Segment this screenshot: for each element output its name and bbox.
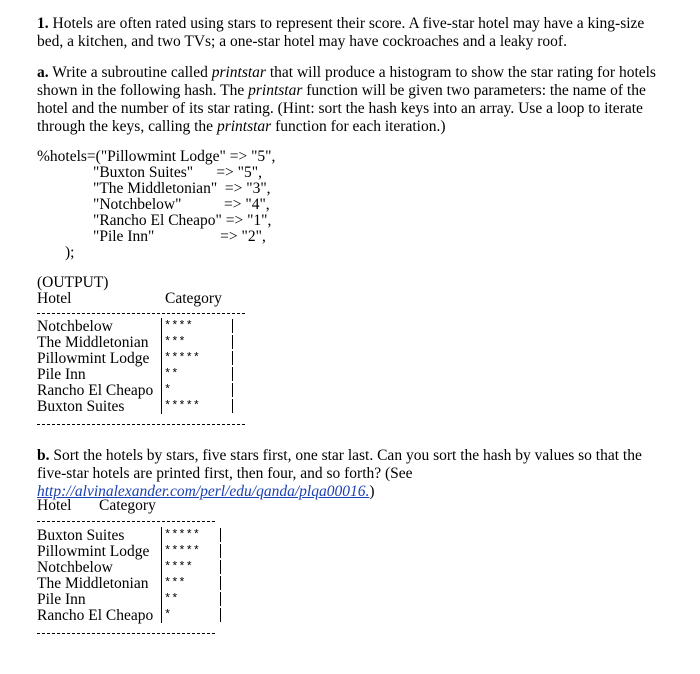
part-a [37,64,662,136]
table-row [37,398,247,414]
table-row [37,607,227,623]
reference-link[interactable]: http://alvinalexander.com/perl/edu/qanda/plqa00016. [37,483,370,500]
code-line: "Notchbelow" => "4", [93,196,270,213]
code-close: ); [65,244,75,261]
sorted-histogram-table [37,527,227,627]
column-header-hotel: Hotel [37,290,72,307]
question-1 [37,15,662,51]
star-rating: ***** [161,398,200,414]
star-rating: ** [161,366,178,382]
column-header-category: Category [99,497,156,514]
row-end-bar [232,319,233,333]
question-number: 1. [37,15,49,32]
code-line: "Rancho El Cheapo" => "1", [93,212,272,229]
row-end-bar [220,576,221,590]
part-b-text: Sort the hotels by stars, five stars first, one star last. Can you sort the hash by values so that the five-star hotels are printed first, then four, and so forth? (See [37,447,642,482]
hotel-name: Buxton Suites [37,398,125,415]
function-name: printstar [211,64,266,81]
star-rating: ***** [161,543,200,559]
row-end-bar [220,544,221,558]
output-label: (OUTPUT) [37,274,109,291]
column-header-category: Category [165,290,222,307]
hotel-name: The Middletonian [37,575,149,592]
function-name: printstar [216,118,272,135]
star-rating: *** [161,575,186,591]
row-end-bar [220,528,221,542]
row-end-bar [220,608,221,622]
star-rating: ***** [161,527,200,543]
star-rating: **** [161,559,193,575]
table-row [37,350,247,366]
hotel-name: Pile Inn [37,366,86,383]
code-line: "The Middletonian" => "3", [93,180,271,197]
code-line: "Pile Inn" => "2", [93,228,266,245]
part-a-label: a. [37,64,49,81]
divider-line [37,633,215,634]
star-rating: * [161,382,171,398]
table-row [37,334,247,350]
star-rating: ***** [161,350,200,366]
star-rating: **** [161,318,193,334]
table-row [37,318,247,334]
question-text: Hotels are often rated using stars to represent their score. A five-star hotel may have a king-size bed, a kitchen, and two TVs; a one-star hotel may have cockroaches and a leaky roof. [37,15,645,50]
divider-line [37,424,245,425]
column-header-hotel: Hotel [37,497,72,514]
table-row [37,559,227,575]
table-row [37,575,227,591]
star-rating: ** [161,591,178,607]
hotel-name: Rancho El Cheapo [37,607,154,624]
part-b [37,447,662,501]
part-b-label: b. [37,447,50,464]
part-b-close: ) [369,483,375,500]
table-row [37,591,227,607]
row-end-bar [232,399,233,413]
hotel-name: Pillowmint Lodge [37,543,150,560]
hotel-name: Pile Inn [37,591,86,608]
row-end-bar [232,351,233,365]
row-end-bar [232,335,233,349]
row-end-bar [232,367,233,381]
divider-line [37,521,215,522]
row-end-bar [220,592,221,606]
table-row [37,382,247,398]
hotel-name: Pillowmint Lodge [37,350,150,367]
hotel-name: The Middletonian [37,334,149,351]
function-name: printstar [248,82,303,99]
divider-line [37,313,245,314]
part-a-text-4: function for each iteration.) [271,118,446,135]
hotel-name: Notchbelow [37,318,113,335]
part-a-text-2: that will produce a histogram to show the star rating for hotels shown in the following hash. The [37,64,656,99]
star-rating: *** [161,334,186,350]
code-line: "Buxton Suites" => "5", [93,164,262,181]
hotel-name: Buxton Suites [37,527,125,544]
part-a-text-3: function will be given two parameters: the name of the hotel and the number of its star rating. (Hint: sort the hash keys into an array. Use a loop to iterate through the keys, calling the [37,82,646,135]
star-rating: * [161,607,171,623]
hotel-name: Notchbelow [37,559,113,576]
table-row [37,543,227,559]
hotel-name: Rancho El Cheapo [37,382,154,399]
table-row [37,366,247,382]
code-line: %hotels=("Pillowmint Lodge" => "5", [37,148,276,165]
row-end-bar [220,560,221,574]
part-a-text-1: Write a subroutine called [48,64,212,81]
table-row [37,527,227,543]
row-end-bar [232,383,233,397]
histogram-table [37,318,247,418]
